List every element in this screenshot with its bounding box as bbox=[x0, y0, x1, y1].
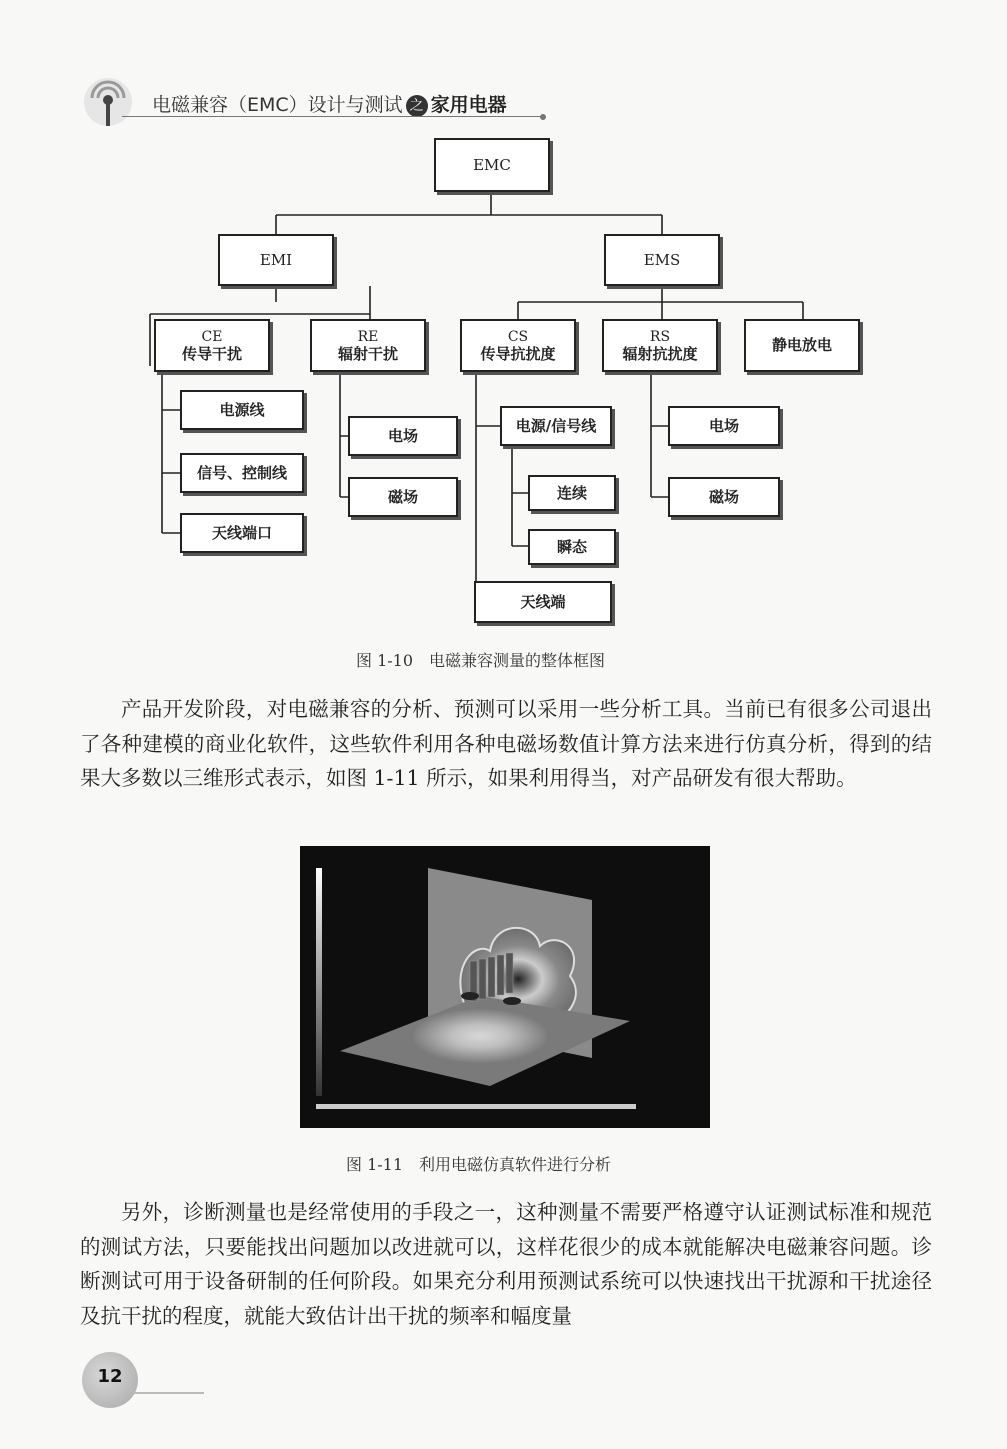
ce-child-signal-line: 信号、控制线 bbox=[180, 453, 304, 493]
cs-node: CS 传导抗扰度 bbox=[460, 319, 576, 372]
figure-1-10-caption: 图 1-10 电磁兼容测量的整体框图 bbox=[356, 651, 606, 670]
emc-tree-diagram bbox=[140, 132, 880, 632]
cs-child-power-signal: 电源/信号线 bbox=[500, 406, 612, 446]
running-header bbox=[78, 70, 548, 130]
cs-child-antenna: 天线端 bbox=[474, 581, 612, 623]
emc-node: EMC bbox=[434, 138, 550, 192]
ce-child-power-line: 电源线 bbox=[180, 390, 304, 430]
emi-node: EMI bbox=[218, 234, 334, 286]
header-rule bbox=[122, 116, 542, 117]
ce-child-antenna-port: 天线端口 bbox=[180, 513, 304, 553]
re-child-magnetic-field: 磁场 bbox=[348, 477, 458, 517]
rs-child-magnetic-field: 磁场 bbox=[668, 477, 780, 517]
rs-node: RS 辐射抗扰度 bbox=[602, 319, 718, 372]
em-simulation-image bbox=[300, 846, 710, 1128]
re-node: RE 辐射干扰 bbox=[310, 319, 426, 372]
figure-1-11-caption: 图 1-11 利用电磁仿真软件进行分析 bbox=[346, 1155, 612, 1174]
ce-node: CE 传导干扰 bbox=[154, 319, 270, 372]
cs-child-transient: 瞬态 bbox=[528, 529, 616, 565]
header-dot bbox=[540, 114, 546, 120]
cs-child-continuous: 连续 bbox=[528, 475, 616, 511]
rs-child-electric-field: 电场 bbox=[668, 406, 780, 446]
paragraph-1: 产品开发阶段，对电磁兼容的分析、预测可以采用一些分析工具。当前已有很多公司退出了各种建模的商业化软件，这些软件利用各种电磁场数值计算方法来进行仿真分析，得到的结果大多数以三维形式表示，如图 1-11 所示，如果利用得当，对产品研发有很大帮助。 bbox=[80, 697, 932, 790]
connector-lines bbox=[140, 132, 880, 632]
page-number-tail bbox=[134, 1392, 204, 1394]
re-child-electric-field: 电场 bbox=[348, 416, 458, 456]
paragraph-2: 另外，诊断测量也是经常使用的手段之一，这种测量不需要严格遵守认证测试标准和规范的测试方法，只要能找出问题加以改进就可以，这样花很少的成本就能解决电磁兼容问题。诊断测试可用于设备研制的任何阶段。如果充分利用预测试系统可以快速找出干扰源和干扰途径及抗干扰的程度，就能大致估计出干扰的频率和幅度量 bbox=[80, 1200, 932, 1328]
book-title: 电磁兼容（EMC）设计与测试 之 家用电器 bbox=[152, 94, 507, 116]
page-number-badge bbox=[82, 1352, 202, 1412]
page-number: 12 bbox=[97, 1366, 123, 1387]
ems-node: EMS bbox=[604, 234, 720, 286]
esd-node: 静电放电 bbox=[744, 319, 860, 372]
signal-tower-icon bbox=[78, 72, 140, 128]
